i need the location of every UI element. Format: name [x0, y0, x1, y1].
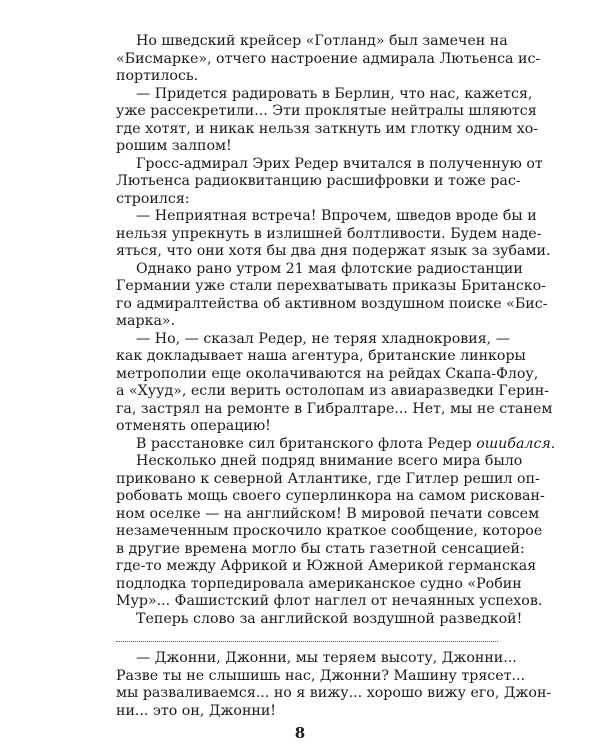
- text-line: [116, 400, 553, 419]
- text-line: [116, 383, 549, 401]
- text-line: [116, 365, 539, 384]
- text-line: [116, 453, 523, 471]
- line-text: — Но, — сказал Редер, не теряя хладнокровия, —: [136, 330, 510, 347]
- line-text: Разве ты не слышишь нас, Джонни? Машину трясет...: [116, 667, 526, 684]
- text-line: [116, 610, 523, 629]
- line-text: — Неприятная встреча! Впрочем, шведов вроде бы и: [136, 208, 537, 224]
- line-text: нельзя упрекнуть в излишней болтливости. Будем наде-: [116, 225, 542, 242]
- line-text: Теперь слово за английской воздушной разведкой!: [136, 610, 523, 627]
- line-text: Лютьенса радиоквитанцию расшифровки и тоже рас-: [116, 173, 521, 189]
- line-text: Мур»... Фашистский флот наглел от нечаянных успехов.: [116, 593, 543, 609]
- line-text: где-то между Африкой и Южной Америкой германская: [116, 558, 537, 574]
- line-text: как докладывает наша агентура, британские линкоры: [116, 348, 526, 364]
- line-text: Несколько дней подряд внимание всего мира было: [136, 453, 523, 469]
- line-text: яться, что они хотя бы два дня подержат язык за зубами.: [116, 243, 551, 259]
- line-text: а «Хууд», если верить остолопам из авиаразведки Герин-: [116, 383, 549, 399]
- text-line: [116, 225, 542, 244]
- text-line: [116, 667, 526, 686]
- line-text: подлодка торпедировала американское судно «Робин: [116, 575, 522, 592]
- text-line: [116, 278, 546, 296]
- line-text: га, застрял на ремонте в Гибралтаре... Нет, мы не станем: [116, 400, 553, 417]
- text-line: [116, 260, 523, 279]
- line-text: ном оселке — на английском! В мировой печати совсем: [116, 505, 540, 522]
- line-text: Гросс-адмирал Эрих Редер вчитался в полученную от: [136, 155, 543, 172]
- text-line: [116, 68, 498, 86]
- text-line: [116, 703, 498, 721]
- line-text: в другие времена могло бы стать газетной сенсацией:: [116, 540, 525, 557]
- text-line: [116, 138, 498, 156]
- text-line: [116, 33, 508, 51]
- line-text: рошим залпом!: [116, 138, 232, 154]
- text-line: [116, 103, 537, 121]
- text-line: [116, 313, 498, 331]
- text-line: [116, 243, 551, 261]
- text-line: [116, 435, 556, 454]
- line-text: марка».: [116, 313, 176, 329]
- line-text: «Бисмарке», отчего настроение адмирала Лютьенса ис-: [116, 50, 541, 67]
- text-line: [116, 50, 541, 69]
- line-text: уже рассекретили... Эти проклятые нейтралы шляются: [116, 103, 537, 119]
- line-text: незамеченным проскочило краткое сообщение, которое: [116, 523, 543, 539]
- text-line: [116, 348, 526, 366]
- text-line: [116, 470, 540, 489]
- text-line: [116, 418, 498, 436]
- text-line: [116, 575, 522, 594]
- line-text: Однако рано утром 21 мая флотские радиостанции: [136, 260, 523, 277]
- text-line: [116, 558, 537, 576]
- line-text: отменять операцию!: [116, 418, 271, 434]
- line-text: В расстановке сил британского флота Редер: [136, 435, 477, 452]
- section-divider: [116, 641, 498, 642]
- line-text: приковано к северной Атлантике, где Гитлер решил оп-: [116, 470, 540, 487]
- text-line: [116, 540, 525, 559]
- line-text: мы разваливаемся... но я вижу... хорошо вижу его, Джон-: [116, 685, 552, 701]
- text-line: [116, 593, 543, 611]
- text-line: [116, 488, 545, 506]
- line-text: — Придется радировать в Берлин, что нас, кажется,: [136, 85, 533, 102]
- line-text: Германии уже стали перехватывать приказы Британско-: [116, 278, 546, 294]
- text-line: [116, 523, 543, 541]
- line-text: строился:: [116, 190, 190, 207]
- text-line: [116, 330, 510, 349]
- line-text: Но шведский крейсер «Готланд» был замечен на: [136, 33, 508, 49]
- page-number: 8: [294, 724, 306, 742]
- italic-text: ошибался.: [476, 435, 556, 452]
- text-line: [116, 295, 548, 314]
- text-line: [116, 685, 552, 703]
- main-text: [116, 33, 556, 628]
- text-line: [116, 173, 521, 191]
- line-text: робовать мощь своего суперлинкора на самом рискован-: [116, 488, 545, 504]
- line-text: го адмиралтейства об активном воздушном поиске «Бис-: [116, 295, 548, 312]
- line-text: портилось.: [116, 68, 199, 84]
- text-line: [116, 155, 543, 174]
- dialogue-text: [116, 650, 552, 720]
- text-line: [116, 191, 498, 209]
- line-text: — Джонни, Джонни, мы теряем высоту, Джонни...: [136, 650, 517, 666]
- text-line: [116, 85, 533, 104]
- text-line: [116, 505, 540, 524]
- text-line: [116, 650, 517, 668]
- line-text: метрополии еще околачиваются на рейдах Скапа-Флоу,: [116, 365, 539, 382]
- line-text: ни... это он, Джонни!: [116, 702, 277, 719]
- text-line: [116, 120, 539, 139]
- text-line: [116, 208, 537, 226]
- line-text: где хотят, и никак нельзя заткнуть им глотку одним хо-: [116, 120, 539, 137]
